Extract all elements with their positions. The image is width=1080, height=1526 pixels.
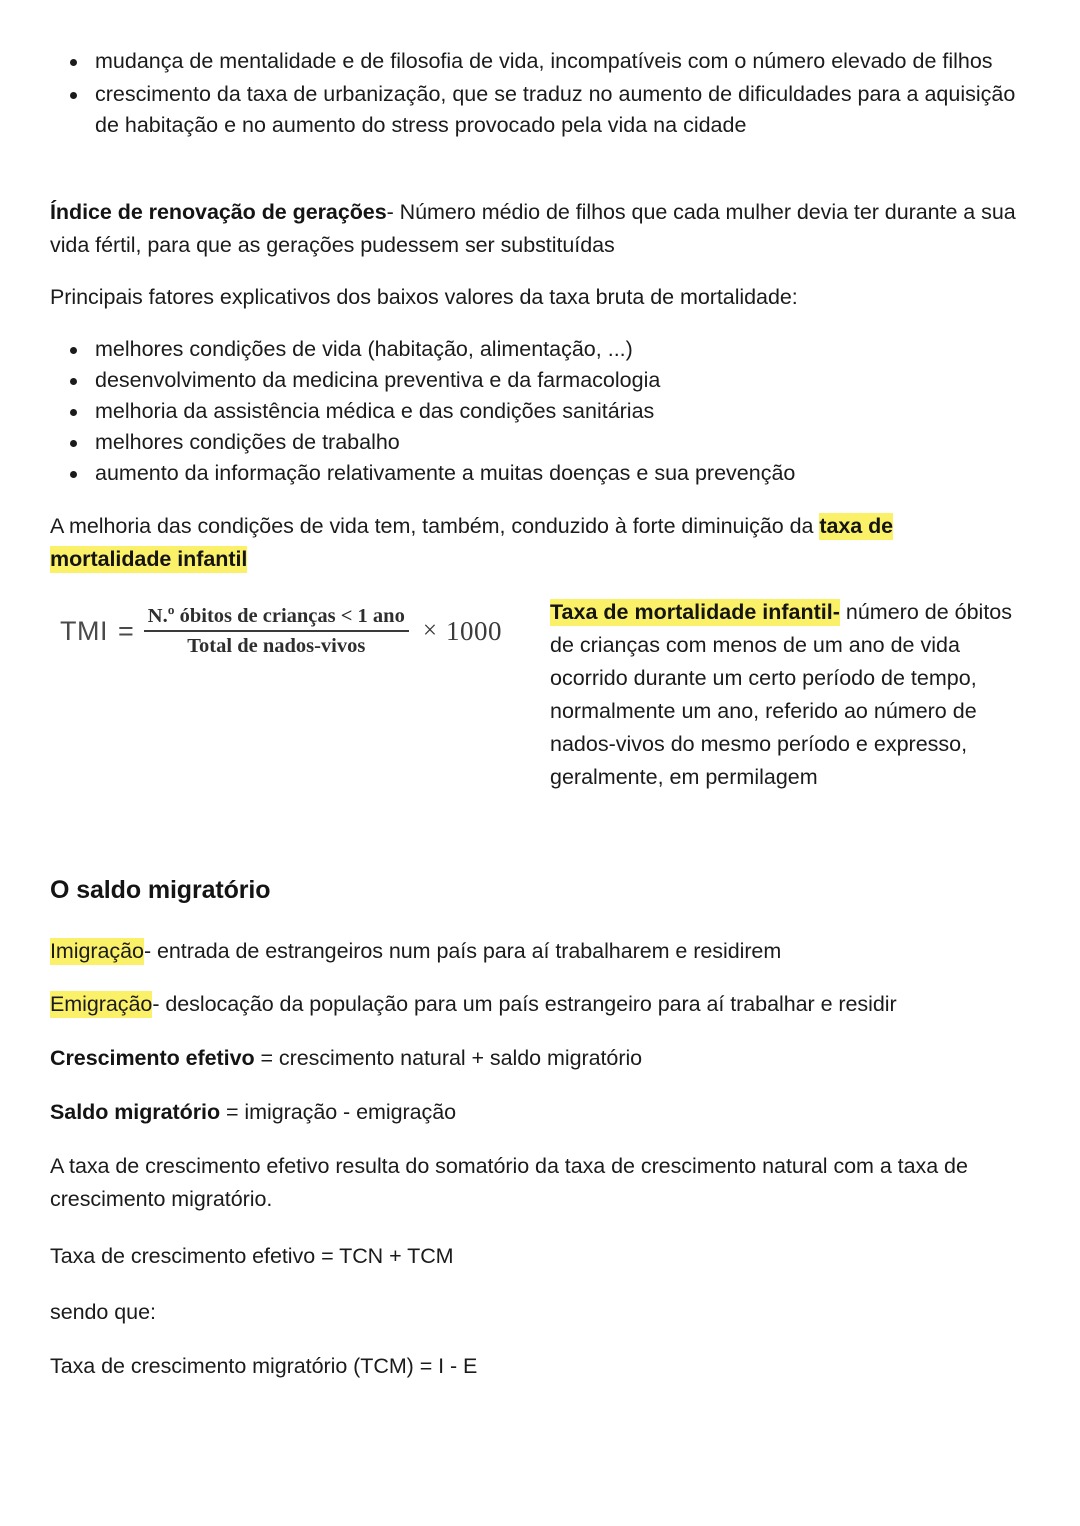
- bullet-list-mortalidade: [50, 334, 1030, 489]
- mortalidade-intro-paragraph: [50, 281, 1030, 314]
- melhoria-lead: A melhoria das condições de vida tem, também, conduzido à forte diminuição da: [50, 514, 820, 538]
- crescimento-efetivo-paragraph: [50, 1042, 1030, 1075]
- taxa-migratorio-formula-paragraph: [50, 1350, 1030, 1383]
- list-item-label: mudança de mentalidade e de filosofia de vida, incompatíveis com o número elevado de filhos: [95, 49, 993, 73]
- bullet-list-urbanizacao: [50, 46, 1030, 141]
- list-item: [50, 427, 1030, 458]
- taxa-migratorio-formula-text: Taxa de crescimento migratório (TCM) = I - E: [50, 1354, 478, 1378]
- tmi-definition-block: [550, 596, 1020, 794]
- taxa-efetivo-formula-text: Taxa de crescimento efetivo = TCN + TCM: [50, 1244, 454, 1268]
- mortalidade-intro-text: Principais fatores explicativos dos baixos valores da taxa bruta de mortalidade:: [50, 285, 798, 309]
- tmi-formula: [60, 604, 502, 658]
- formula-denominator: Total de nados-vivos: [187, 635, 366, 657]
- emigracao-text: [50, 988, 1030, 1021]
- saldo-migratorio-paragraph: [50, 1096, 1030, 1129]
- imigracao-term: Imigração: [50, 939, 144, 963]
- melhoria-paragraph: [50, 510, 990, 576]
- list-item-label: melhores condições de vida (habitação, alimentação, ...): [95, 337, 633, 361]
- formula-equals-sign: =: [118, 615, 134, 646]
- indice-term: Índice de renovação de gerações: [50, 200, 387, 224]
- melhoria-highlight: taxa de mortalidade infantil: [50, 514, 894, 571]
- list-item-label: crescimento da taxa de urbanização, que se traduz no aumento de dificuldades para a aquisição de habitação e no aumento do stress provocado pela vida na cidade: [95, 82, 1016, 137]
- multiplication-icon: ×: [422, 617, 437, 644]
- taxa-crescimento-paragraph: [50, 1150, 1010, 1216]
- list-item-label: melhores condições de trabalho: [95, 430, 400, 454]
- emigracao-definition: - deslocação da população para um país estrangeiro para aí trabalhar e residir: [152, 992, 897, 1016]
- saldo-migratorio-definition: = imigração - emigração: [220, 1100, 457, 1124]
- sendo-que-text: sendo que:: [50, 1300, 156, 1324]
- indice-text: [50, 196, 1030, 262]
- list-item-label: aumento da informação relativamente a muitas doenças e sua prevenção: [95, 461, 796, 485]
- melhoria-text: [50, 510, 990, 576]
- taxa-efetivo-formula-paragraph: [50, 1240, 1030, 1273]
- formula-lhs: TMI: [60, 615, 108, 646]
- indice-renovacao-paragraph: [50, 196, 1030, 262]
- list-item: [50, 46, 1030, 77]
- crescimento-efetivo-definition: = crescimento natural + saldo migratório: [254, 1046, 643, 1070]
- tmi-definition-text: número de óbitos de crianças com menos de um ano de vida ocorrido durante um certo período de tempo, normalmente um ano, referido ao número de nados-vivos do mesmo período e expresso, geralmente, em permilagem: [550, 600, 1013, 789]
- emigracao-paragraph: [50, 988, 1030, 1021]
- page-title: O saldo migratório: [50, 876, 271, 904]
- list-item-label: desenvolvimento da medicina preventiva e da farmacologia: [95, 368, 661, 392]
- imigracao-paragraph: [50, 935, 1030, 968]
- mortalidade-bullets-section: [50, 334, 1030, 489]
- list-item: [50, 396, 1030, 427]
- crescimento-efetivo-term: Crescimento efetivo: [50, 1046, 255, 1070]
- list-item: [50, 365, 1030, 396]
- saldo-migratorio-text: [50, 1096, 1030, 1129]
- emigracao-term: Emigração: [50, 992, 153, 1016]
- formula-numerator: N.º óbitos de crianças < 1 ano: [147, 605, 405, 627]
- top-bullets-section: [50, 46, 1030, 141]
- list-item: [50, 458, 1030, 489]
- indice-definition: - Número médio de filhos que cada mulher devia ter durante a sua vida fértil, para que as gerações pudessem ser substituídas: [50, 200, 1016, 257]
- list-item-label: melhoria da assistência médica e das condições sanitárias: [95, 399, 655, 423]
- formula-multiplier: 1000: [445, 615, 502, 646]
- imigracao-definition: - entrada de estrangeiros num país para aí trabalharem e residirem: [143, 939, 782, 963]
- taxa-crescimento-text: A taxa de crescimento efetivo resulta do somatório da taxa de crescimento natural com a taxa de crescimento migratório.: [50, 1154, 968, 1211]
- saldo-migratorio-term: Saldo migratório: [50, 1100, 221, 1124]
- sendo-que-paragraph: [50, 1296, 1030, 1329]
- saldo-migratorio-heading-block: [50, 873, 1030, 907]
- list-item: [50, 79, 1030, 141]
- imigracao-text: [50, 935, 1030, 968]
- crescimento-efetivo-text: [50, 1042, 1030, 1075]
- tmi-definition-term: Taxa de mortalidade infantil-: [550, 600, 840, 624]
- list-item: [50, 334, 1030, 365]
- formula-fraction: [144, 604, 409, 658]
